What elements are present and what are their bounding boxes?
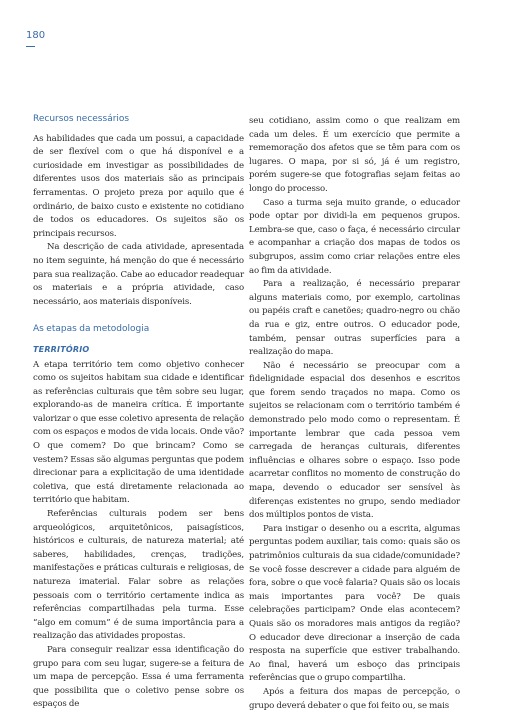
paragraph: Após a feitura dos mapas de percepção, o grupo deverá debater o que foi feito ou, se mais [249, 686, 460, 711]
spacer [33, 309, 244, 323]
top-rule [26, 46, 35, 47]
paragraph: seu cotidiano, assim como o que realizam em cada um deles. É um exercício que permite a rememoração dos afetos que se têm para com os lugares. O mapa, por si só, já é um registro, porém sugere-se que fotografias sejam feitas ao longo do processo. [249, 116, 460, 194]
paragraph: Para a realização, é necessário preparar alguns materiais como, por exemplo, cartolinas ou papéis craft e canetões; quadro-negro ou chão da rua e giz, entre outros. O educador pode, também, pensar outras superfícies para a realização do mapa. [249, 279, 460, 358]
paragraph: A etapa território tem como objetivo conhecer como os sujeitos habitam sua cidade e identificar as referências culturais que têm sobre seu lugar, explorando-as de maneira crítica. É importante valorizar o que esse coletivo apresenta de relação com os espaços e modos de vida locais. Onde vão? O que comem? Do que brincam? Como se vestem? Essas são algumas perguntas que podem direcionar para a explicitação de uma identidade coletiva, que está diretamente relacionada ao território que habitam. [33, 359, 244, 506]
page-number: 180 [26, 30, 46, 41]
right-column [249, 115, 460, 713]
paragraph: Na descrição de cada atividade, apresentada no item seguinte, há menção do que é necessário para sua realização. Cabe ao educador readequar os materiais e a própria atividade, caso necessário, aos materiais disponíveis. [33, 242, 244, 307]
section-heading-methodology: As etapas da metodologia [33, 324, 150, 335]
paragraph: As habilidades que cada um possui, a capacidade de ser flexível com o que há disponível e a curiosidade em investigar as possibilidades de diferentes usos dos materiais são as principais ferramentas. O projeto preza por aquilo que é ordinário, de baixo custo e existente no cotidiano de todos os educadores. Os sujeitos são os principais recursos. [33, 133, 244, 239]
subsection-heading-territory: TERRITÓRIO [33, 344, 90, 354]
paragraph: Caso a turma seja muito grande, o educador pode optar por dividi-la em pequenos grupos. Lembra-se que, caso o faça, é necessário circular e acompanhar a criação dos mapas de todos os subgrupos, assim como criar relações entre eles ao fim da atividade. [249, 197, 460, 276]
paragraph: Para conseguir realizar essa identificação do grupo para com seu lugar, sugere-se a feitura de um mapa de percepção. Essa é uma ferramenta que possibilita que o coletivo pense sobre os espaços de [33, 644, 244, 710]
paragraph: Para instigar o desenho ou a escrita, algumas perguntas podem auxiliar, tais como: quais são os patrimônios culturais da sua cidade/comunidade? Se você fosse descrever a cidade para alguém de fora, sobre o que você falaria? Quais são os locais mais importantes para você? De quais celebrações participam? Onde elas acontecem? Quais são os moradores mais antigos da região? O educador deve direcionar a inserção de cada resposta na superfície que estiver trabalhando. Ao final, haverá um esboço das principais referências que o grupo compartilha. [249, 523, 460, 684]
paragraph: Não é necessário se preocupar com a fidelignidade espacial dos desenhos e escritos que forem sendo traçados no mapa. Como os sujeitos se relacionam com o território também é demonstrado pelo modo como o representam. É importante lembrar que cada pessoa vem carregada de heranças culturais, diferentes influências e olhares sobre o espaço. Isso pode acarretar conflitos no momento de construção do mapa, devendo o educador ser sensível às diferenças existentes no grupo, sendo mediador dos múltiplos pontos de vista. [249, 360, 460, 521]
section-heading-resources: Recursos necessários [33, 114, 130, 124]
paragraph: Referências culturais podem ser bens arqueológicos, arquitetônicos, paisagísticos, históricos e culturais, de natureza material; até saberes, habilidades, crenças, tradições, manifestações e práticas culturais e religiosas, de natureza imaterial. Falar sobre as relações pessoais com o território certamente indica as referências compartilhadas pela turma. Esse “algo em comum” é de suma importância para a realização das atividades propostas. [33, 509, 244, 642]
left-column [33, 113, 244, 712]
